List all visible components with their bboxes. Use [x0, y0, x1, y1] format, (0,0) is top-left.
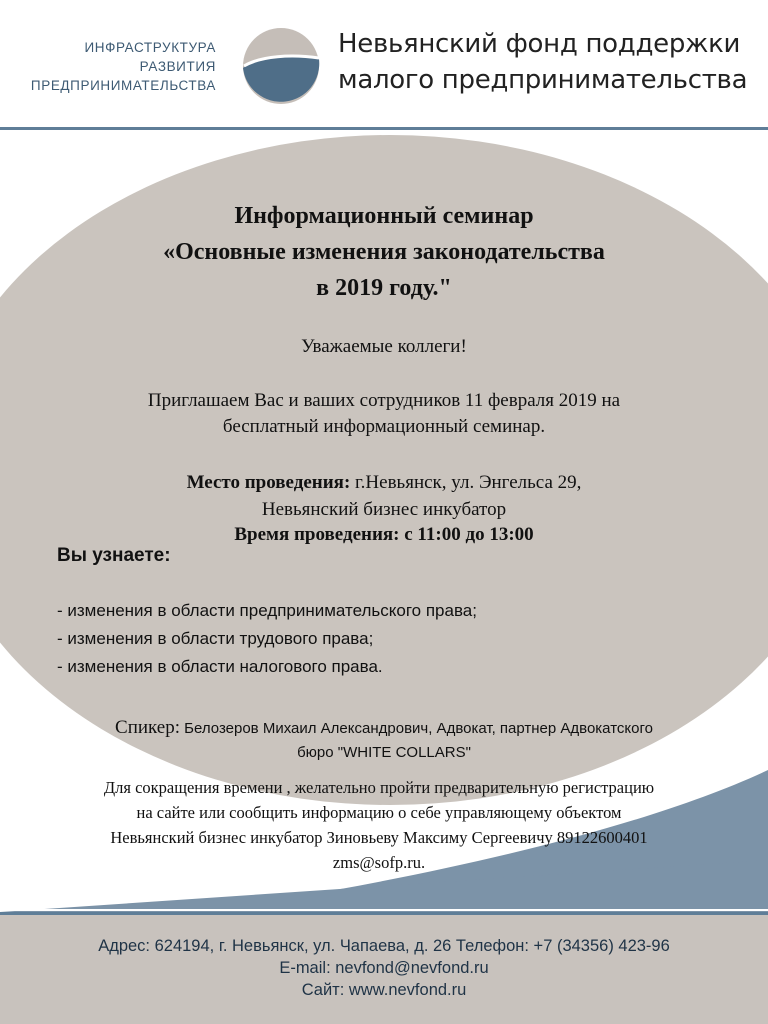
speaker-info: [0, 716, 768, 765]
venue-address: г.Невьянск, ул. Энгельса 29,: [350, 472, 582, 493]
venue: [0, 469, 768, 523]
footer-email[interactable]: E-mail: nevfond@nevfond.ru: [279, 959, 489, 977]
infra-line-3: ПРЕДПРИНИМАТЕЛЬСТВА: [30, 78, 216, 93]
venue-line-2: Невьянский бизнес инкубатор: [261, 499, 507, 520]
footer-contacts: [0, 935, 768, 1001]
infra-line-1: ИНФРАСТРУКТУРА: [84, 40, 216, 55]
reg-line-2: на сайте или сообщить информацию о себе управляющему объектом: [136, 803, 622, 822]
fund-name-line-1: Невьянский фонд поддержки: [338, 29, 741, 59]
fund-name: [338, 26, 747, 98]
reg-line-1: Для сокращения времени , желательно пройти предварительную регистрацию: [103, 778, 655, 797]
learn-list: [57, 597, 477, 681]
speaker-line-1: [0, 716, 768, 741]
event-time: Время проведения: с 11:00 до 13:00: [234, 524, 534, 545]
list-item: - изменения в области предпринимательского права;: [57, 601, 477, 620]
seminar-title: [0, 198, 768, 306]
title-line-3: в 2019 году.": [316, 275, 452, 301]
registration-note: [0, 775, 758, 875]
learn-heading: Вы узнаете:: [57, 545, 171, 566]
speaker-label: Спикер:: [115, 717, 180, 738]
fund-logo-icon: [236, 26, 326, 106]
reg-email[interactable]: zms@sofp.ru.: [332, 853, 426, 872]
list-item: - изменения в области налогового права.: [57, 657, 383, 676]
title-line-2: «Основные изменения законодательства: [163, 239, 605, 265]
footer-website[interactable]: Сайт: www.nevfond.ru: [301, 981, 467, 999]
list-item: - изменения в области трудового права;: [57, 629, 374, 648]
invite-line-1: Приглашаем Вас и ваших сотрудников 11 февраля 2019 на: [147, 390, 621, 411]
speaker-line-2: бюро "WHITE COLLARS": [297, 744, 471, 761]
infra-line-2: РАЗВИТИЯ: [139, 59, 216, 74]
footer-divider-white: [0, 909, 768, 911]
header-divider: [0, 127, 768, 130]
footer-address: Адрес: 624194, г. Невьянск, ул. Чапаева, д. 26 Телефон: +7 (34356) 423-96: [98, 937, 670, 955]
greeting: Уважаемые коллеги!: [301, 336, 467, 357]
infrastructure-label: [14, 38, 216, 95]
venue-line-1: [0, 469, 768, 496]
invite-line-2: бесплатный информационный семинар.: [222, 416, 546, 437]
fund-name-line-2: малого предпринимательства: [338, 65, 748, 95]
invitation: [0, 388, 768, 440]
title-line-1: Информационный семинар: [234, 203, 534, 229]
reg-line-3: Невьянский бизнес инкубатор Зиновьеву Максиму Сергеевичу 89122600401: [110, 828, 648, 847]
header: [0, 0, 768, 130]
speaker-name: Белозеров Михаил Александрович, Адвокат, партнер Адвокатского: [180, 720, 653, 737]
venue-label: Место проведения:: [186, 472, 351, 493]
